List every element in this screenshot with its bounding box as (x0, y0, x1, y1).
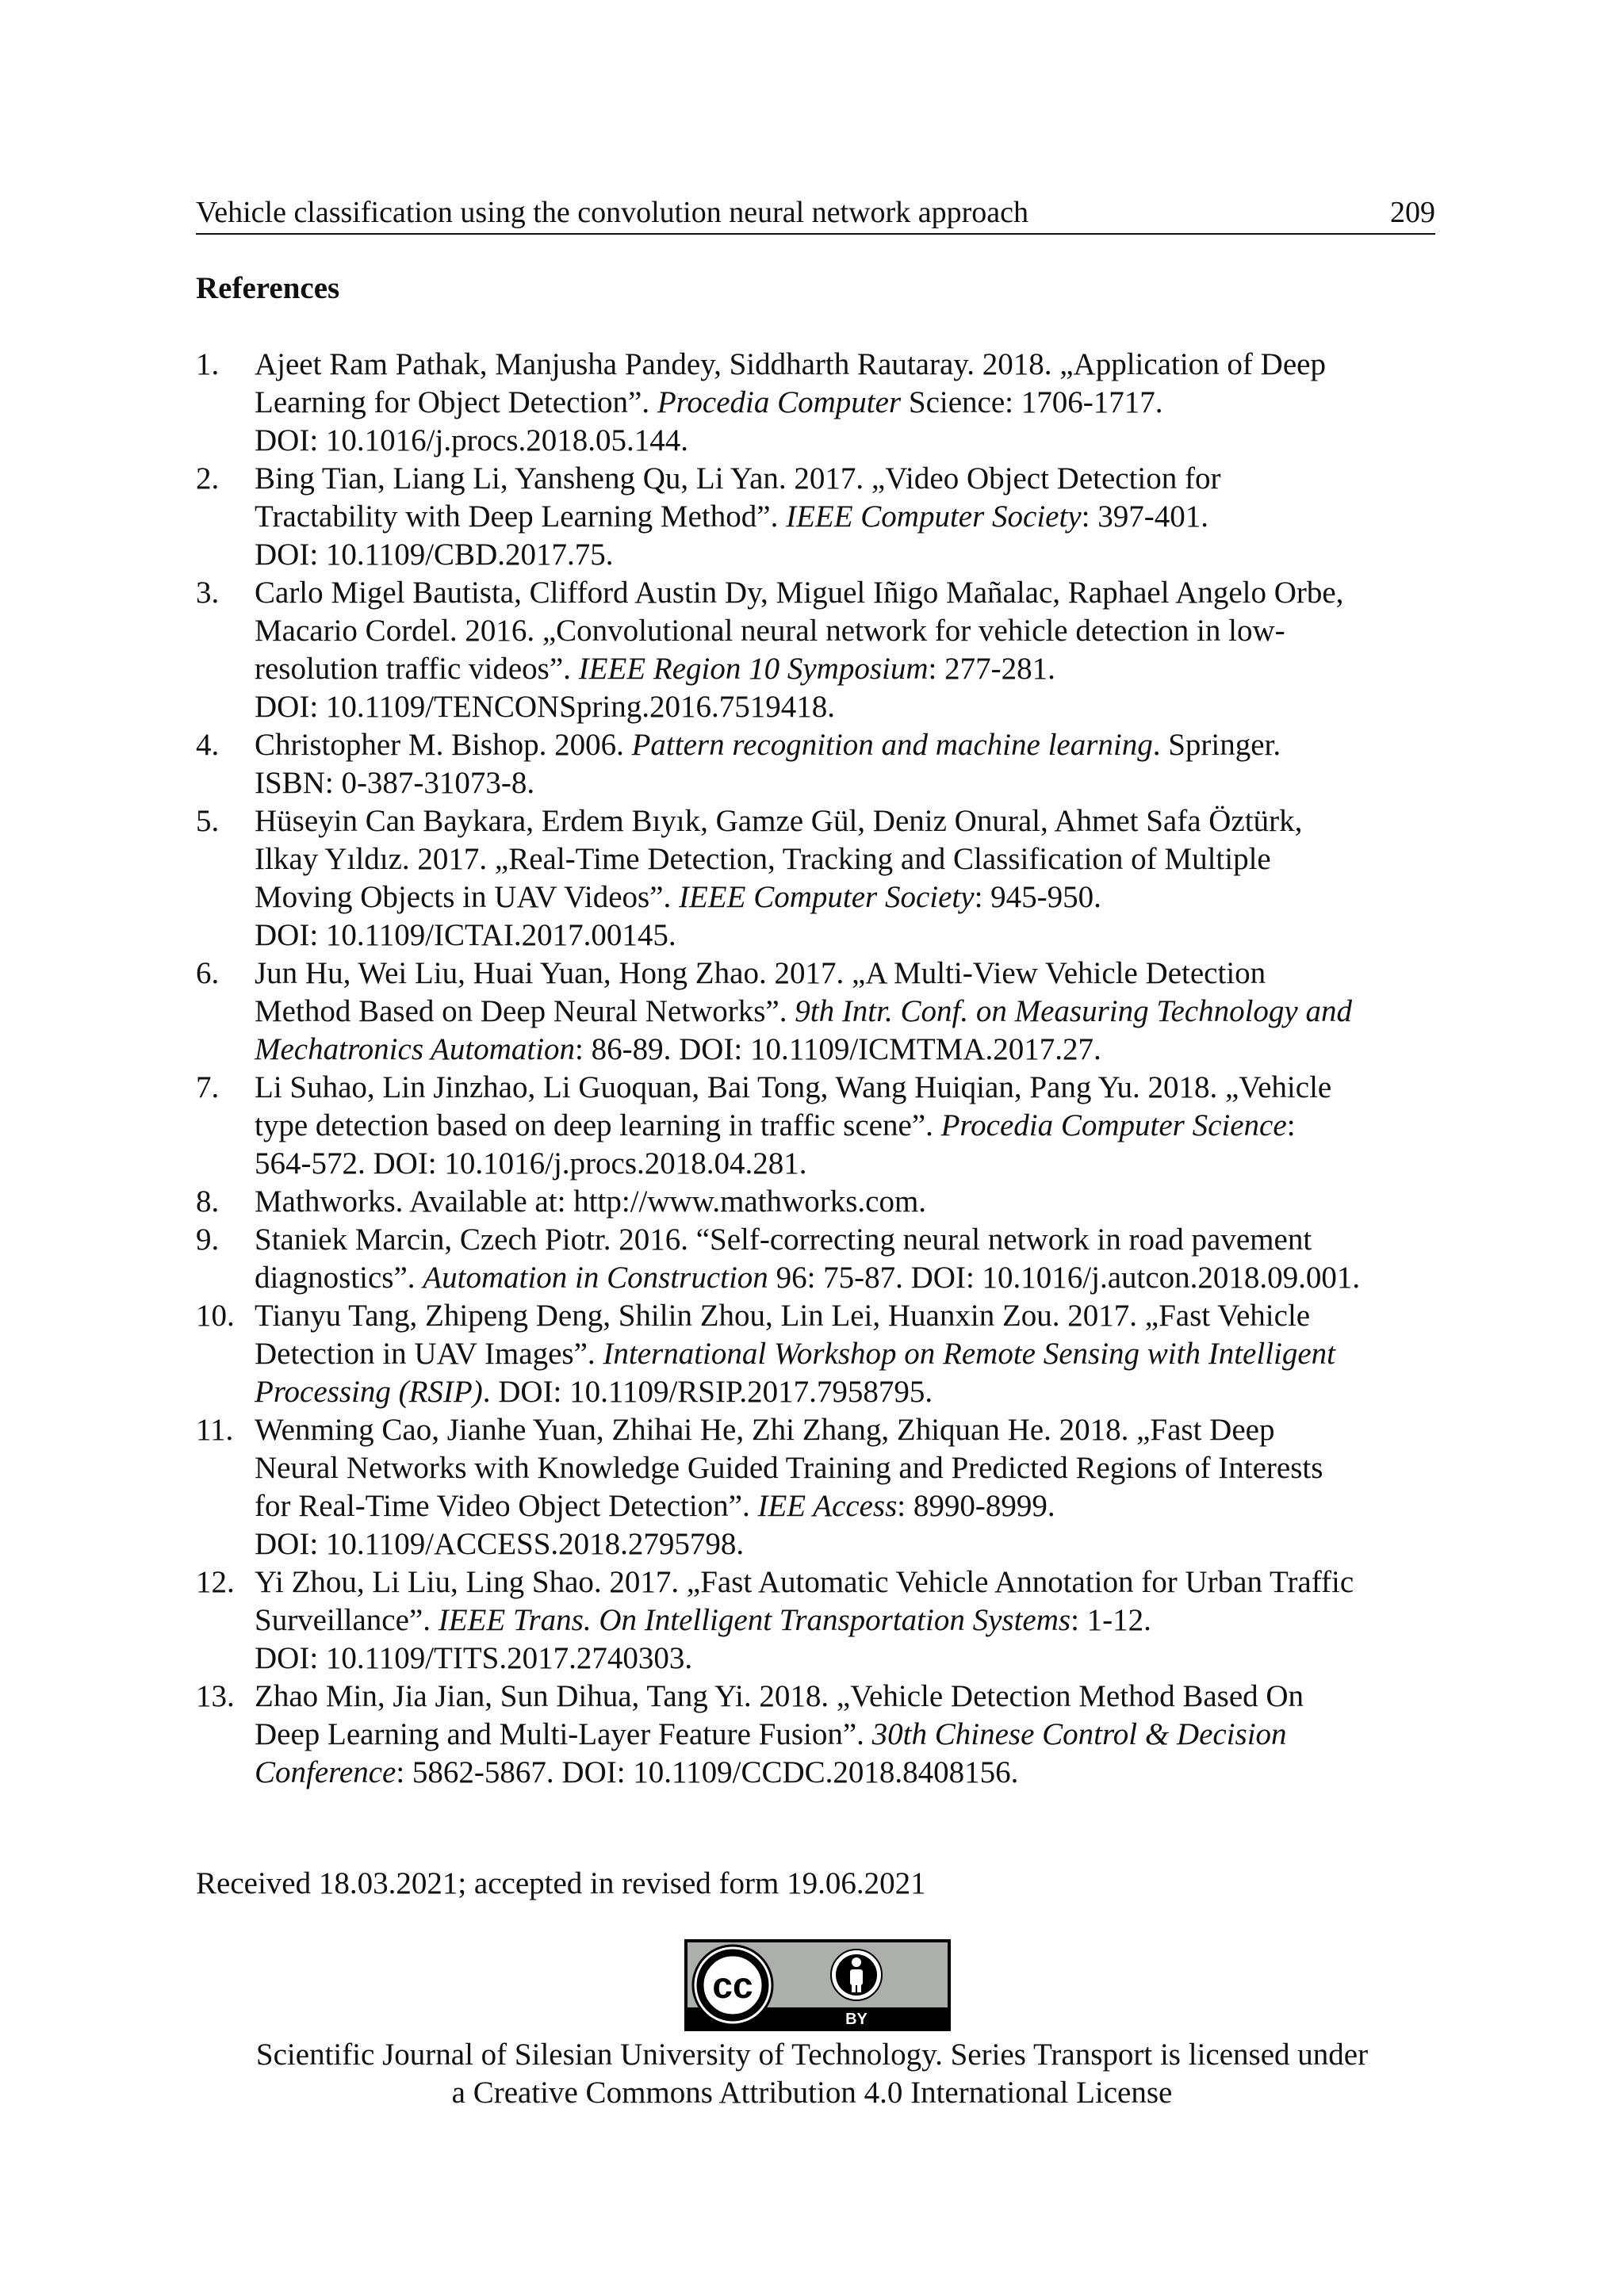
reference-line (255, 384, 1445, 422)
reference-number: 6. (196, 956, 220, 990)
reference-number: 4. (196, 728, 220, 762)
reference-text (255, 1563, 1445, 1678)
reference-venue-italic: Processing (RSIP) (255, 1375, 483, 1409)
reference-segment: Neural Networks with Knowledge Guided Training and Predicted Regions of Interests (255, 1451, 1323, 1485)
reference-venue-italic: Pattern recognition and machine learning (631, 728, 1153, 762)
reference-item (196, 1221, 1445, 1297)
reference-number: 12. (196, 1565, 235, 1599)
reference-segment: : 86-89. DOI: 10.1109/ICMTMA.2017.27. (575, 1032, 1101, 1066)
running-title: Vehicle classification using the convolution neural network approach (196, 196, 1028, 229)
reference-text (255, 1069, 1445, 1183)
reference-text (255, 1221, 1445, 1297)
reference-segment: resolution traffic videos”. (255, 652, 579, 686)
license-line-1: Scientific Journal of Silesian University of Technology. Series Transport is licensed under (255, 2038, 1369, 2072)
reference-line (255, 1373, 1445, 1411)
reference-item (196, 1563, 1445, 1678)
reference-number: 10. (196, 1299, 235, 1333)
reference-segment: : 1-12. (1071, 1603, 1151, 1637)
reference-venue-italic: 30th Chinese Control & Decision (871, 1717, 1287, 1751)
reference-segment: Hüseyin Can Baykara, Erdem Bıyık, Gamze Gül, Deniz Onural, Ahmet Safa Öztürk, (255, 804, 1303, 838)
attribution-person-icon (831, 1950, 882, 2000)
reference-number: 13. (196, 1679, 235, 1713)
reference-venue-italic: 9th Intr. Conf. on Measuring Technology and (795, 994, 1352, 1028)
reference-line (255, 1487, 1445, 1525)
reference-segment: Carlo Migel Bautista, Clifford Austin Dy, Miguel Iñigo Mañalac, Raphael Angelo Orbe, (255, 576, 1344, 610)
cc-icon-label: cc (712, 1965, 753, 2006)
reference-segment: : 945-950. (974, 880, 1101, 914)
reference-segment: : 397-401. (1081, 499, 1208, 534)
reference-text (255, 1297, 1445, 1411)
reference-line (255, 650, 1445, 688)
reference-segment: Method Based on Deep Neural Networks”. (255, 994, 795, 1028)
reference-segment: ISBN: 0-387-31073-8. (255, 766, 535, 800)
reference-venue-italic: Mechatronics Automation (255, 1032, 576, 1066)
reference-line (255, 1678, 1445, 1716)
reference-line (255, 802, 1445, 840)
reference-number: 2. (196, 461, 220, 496)
reference-line (255, 1107, 1445, 1145)
reference-segment: Bing Tian, Liang Li, Yansheng Qu, Li Yan. 2017. „Video Object Detection for (255, 461, 1221, 496)
reference-segment: . DOI: 10.1109/RSIP.2017.7958795. (482, 1375, 933, 1409)
reference-item (196, 1183, 1445, 1221)
reference-item (196, 955, 1445, 1069)
reference-segment: : 5862-5867. DOI: 10.1109/CCDC.2018.8408156. (396, 1755, 1019, 1789)
license-statement (0, 2036, 1624, 2112)
reference-line (255, 1069, 1445, 1107)
page-number: 209 (1390, 196, 1435, 229)
reference-venue-italic: IEEE Region 10 Symposium (578, 652, 929, 686)
reference-line (255, 1221, 1445, 1259)
reference-segment: Tianyu Tang, Zhipeng Deng, Shilin Zhou, Lin Lei, Huanxin Zou. 2017. „Fast Vehicle (255, 1299, 1311, 1333)
reference-list (196, 346, 1445, 1792)
reference-item (196, 802, 1445, 955)
reference-line (255, 916, 1445, 955)
reference-line (255, 346, 1445, 384)
reference-item (196, 1069, 1445, 1183)
reference-segment: Learning for Object Detection”. (255, 385, 657, 419)
reference-segment: . Springer. (1152, 728, 1281, 762)
reference-line (255, 612, 1445, 650)
reference-segment: Science: 1706-1717. (901, 385, 1163, 419)
reference-line (255, 1640, 1445, 1678)
reference-line (255, 726, 1445, 764)
reference-segment: DOI: 10.1016/j.procs.2018.05.144. (255, 423, 689, 457)
reference-venue-italic: IEEE Trans. On Intelligent Transportation Systems (438, 1603, 1071, 1637)
reference-segment: DOI: 10.1109/TENCONSpring.2016.7519418. (255, 690, 835, 724)
reference-text (255, 955, 1445, 1069)
reference-venue-italic: Automation in Construction (423, 1261, 768, 1295)
reference-segment: Detection in UAV Images”. (255, 1337, 603, 1371)
reference-line (255, 422, 1445, 460)
reference-line (255, 460, 1445, 498)
reference-line (255, 1297, 1445, 1335)
reference-line (255, 1411, 1445, 1449)
reference-venue-italic: International Workshop on Remote Sensing with Intelligent (603, 1337, 1336, 1371)
reference-text (255, 1411, 1445, 1563)
reference-text (255, 460, 1445, 574)
reference-venue-italic: IEE Access (757, 1489, 898, 1523)
reference-venue-italic: Procedia Computer Science (940, 1108, 1287, 1142)
reference-line (255, 1525, 1445, 1563)
reference-segment: Mathworks. Available at: http://www.mathworks.com. (255, 1184, 927, 1219)
reference-venue-italic: IEEE Computer Society (786, 499, 1082, 534)
references-heading: References (196, 271, 340, 305)
cc-by-license-badge[interactable] (684, 1938, 952, 2032)
reference-item (196, 1297, 1445, 1411)
reference-segment: 564-572. DOI: 10.1016/j.procs.2018.04.281. (255, 1146, 807, 1181)
reference-segment: Jun Hu, Wei Liu, Huai Yuan, Hong Zhao. 2017. „A Multi-View Vehicle Detection (255, 956, 1266, 990)
reference-line (255, 536, 1445, 574)
reference-segment: diagnostics”. (255, 1261, 423, 1295)
reference-segment: : 8990-8999. (897, 1489, 1055, 1523)
reference-line (255, 1183, 1445, 1221)
reference-number: 7. (196, 1070, 220, 1104)
received-note: Received 18.03.2021; accepted in revised form 19.06.2021 (196, 1866, 926, 1900)
reference-line (255, 1335, 1445, 1373)
reference-segment: Macario Cordel. 2016. „Convolutional neural network for vehicle detection in low- (255, 614, 1285, 648)
reference-line (255, 878, 1445, 916)
reference-segment: Christopher M. Bishop. 2006. (255, 728, 632, 762)
reference-line (255, 1716, 1445, 1754)
reference-segment: DOI: 10.1109/TITS.2017.2740303. (255, 1641, 693, 1675)
reference-line (255, 993, 1445, 1031)
reference-item (196, 1678, 1445, 1792)
reference-venue-italic: Conference (255, 1755, 396, 1789)
reference-segment: DOI: 10.1109/ACCESS.2018.2795798. (255, 1527, 745, 1561)
reference-venue-italic: IEEE Computer Society (679, 880, 975, 914)
reference-number: 5. (196, 804, 220, 838)
reference-item (196, 460, 1445, 574)
reference-number: 8. (196, 1184, 220, 1219)
reference-segment: for Real-Time Video Object Detection”. (255, 1489, 758, 1523)
reference-segment: Moving Objects in UAV Videos”. (255, 880, 679, 914)
reference-segment: Tractability with Deep Learning Method”. (255, 499, 787, 534)
reference-text (255, 802, 1445, 955)
reference-item (196, 1411, 1445, 1563)
reference-segment: Wenming Cao, Jianhe Yuan, Zhihai He, Zhi Zhang, Zhiquan He. 2018. „Fast Deep (255, 1413, 1275, 1447)
reference-line (255, 1601, 1445, 1640)
reference-line (255, 1754, 1445, 1792)
reference-line (255, 574, 1445, 612)
reference-text (255, 574, 1445, 726)
reference-segment: type detection based on deep learning in traffic scene”. (255, 1108, 941, 1142)
reference-segment: Deep Learning and Multi-Layer Feature Fusion”. (255, 1717, 872, 1751)
by-label: BY (845, 2011, 868, 2028)
reference-segment: Ilkay Yıldız. 2017. „Real-Time Detection, Tracking and Classification of Multiple (255, 842, 1271, 876)
reference-segment: : (1286, 1108, 1296, 1142)
reference-segment: DOI: 10.1109/CBD.2017.75. (255, 538, 614, 572)
reference-line (255, 1031, 1445, 1069)
reference-line (255, 498, 1445, 536)
license-line-2: a Creative Commons Attribution 4.0 International License (451, 2076, 1173, 2110)
reference-segment: 96: 75-87. DOI: 10.1016/j.autcon.2018.09.001. (768, 1261, 1361, 1295)
reference-segment: Li Suhao, Lin Jinzhao, Li Guoquan, Bai Tong, Wang Huiqian, Pang Yu. 2018. „Vehicle (255, 1070, 1332, 1104)
reference-text (255, 726, 1445, 802)
reference-line (255, 1259, 1445, 1297)
reference-line (255, 1145, 1445, 1183)
reference-segment: : 277-281. (928, 652, 1055, 686)
reference-segment: Surveillance”. (255, 1603, 439, 1637)
reference-text (255, 1678, 1445, 1792)
reference-line (255, 1563, 1445, 1601)
reference-line (255, 955, 1445, 993)
reference-text (255, 1183, 1445, 1221)
running-header (196, 193, 1435, 235)
reference-number: 11. (196, 1413, 234, 1447)
creative-commons-icon (693, 1946, 772, 2025)
reference-line (255, 1449, 1445, 1487)
reference-line (255, 764, 1445, 802)
reference-item (196, 726, 1445, 802)
reference-line (255, 840, 1445, 878)
reference-number: 9. (196, 1223, 220, 1257)
reference-segment: Zhao Min, Jia Jian, Sun Dihua, Tang Yi. 2018. „Vehicle Detection Method Based On (255, 1679, 1304, 1713)
reference-number: 3. (196, 576, 220, 610)
reference-item (196, 574, 1445, 726)
reference-segment: Staniek Marcin, Czech Piotr. 2016. “Self-correcting neural network in road pavement (255, 1223, 1312, 1257)
reference-number: 1. (196, 347, 220, 381)
reference-line (255, 688, 1445, 726)
reference-segment: Yi Zhou, Li Liu, Ling Shao. 2017. „Fast Automatic Vehicle Annotation for Urban Traffic (255, 1565, 1354, 1599)
reference-item (196, 346, 1445, 460)
reference-segment: DOI: 10.1109/ICTAI.2017.00145. (255, 918, 676, 952)
reference-segment: Ajeet Ram Pathak, Manjusha Pandey, Siddharth Rautaray. 2018. „Application of Deep (255, 347, 1326, 381)
reference-text (255, 346, 1445, 460)
reference-venue-italic: Procedia Computer (657, 385, 902, 419)
